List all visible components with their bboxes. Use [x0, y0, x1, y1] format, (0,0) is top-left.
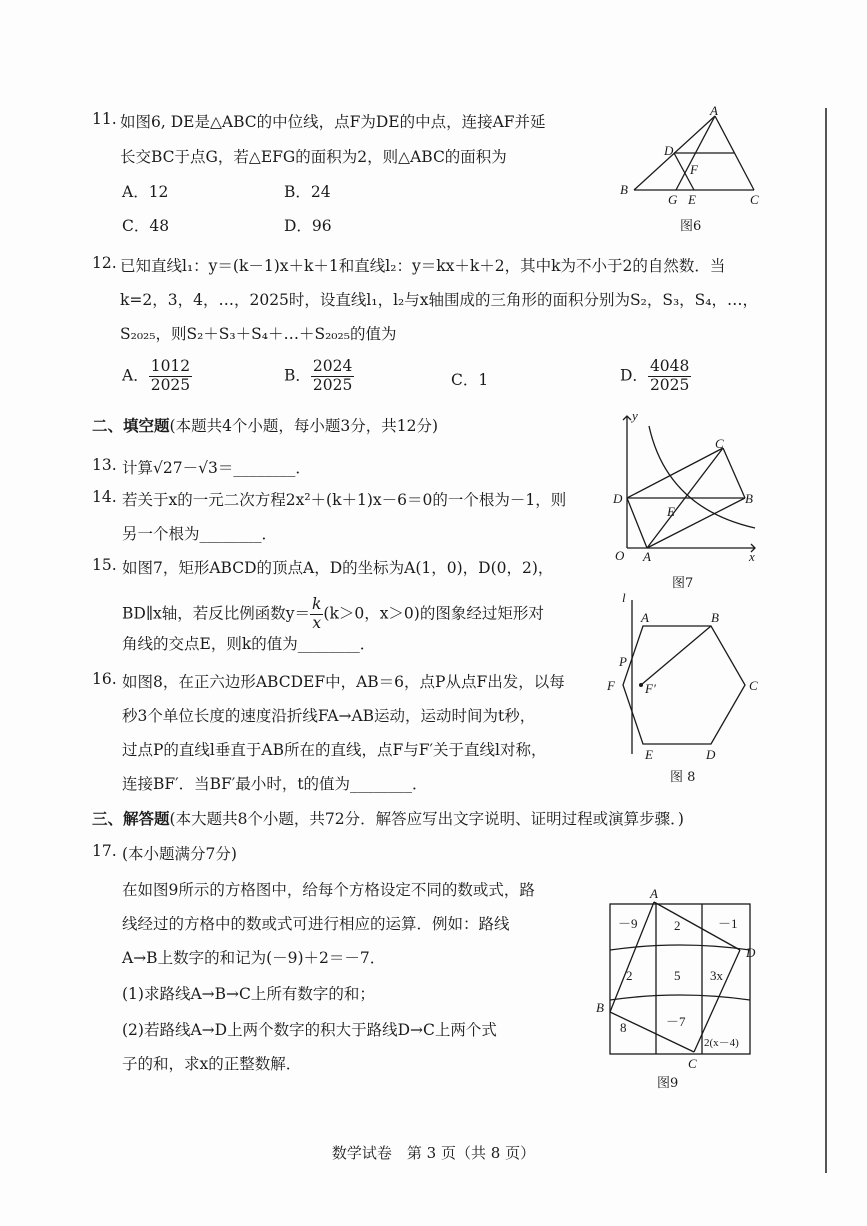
q15-frac-den: x — [312, 613, 322, 632]
fig8-label-a: A — [641, 610, 649, 625]
q12-option-a-num: 1012 — [150, 357, 191, 375]
fig9-cell-4: 2 — [626, 968, 633, 983]
fig8-label-f: F — [607, 678, 615, 693]
fig6-caption: 图6 — [680, 219, 702, 234]
fig6-label-c: C — [750, 192, 759, 207]
fig7-caption: 图7 — [672, 576, 694, 591]
page-right-border — [825, 108, 827, 1173]
fig8-label-e: E — [645, 747, 653, 762]
q12-option-d-den: 2025 — [649, 375, 690, 394]
fig9-label-a: A — [650, 888, 658, 901]
fig8-caption: 图 8 — [670, 770, 696, 785]
fig7-label-o: O — [615, 548, 625, 563]
q15-line2-a: BD∥x轴，若反比例函数y＝ — [122, 604, 310, 623]
q12-option-d — [620, 358, 691, 395]
q11-line2: 长交BC于点G，若△EFG的面积为2，则△ABC的面积为 — [120, 148, 507, 166]
fig7-label-y: y — [632, 408, 638, 423]
section-2-heading — [92, 414, 438, 436]
q12-option-b-den: 2025 — [312, 375, 353, 394]
fig9-label-c: C — [688, 1056, 697, 1071]
q17-line4: (1)求路线A→B→C上所有数字的和； — [122, 985, 375, 1003]
fig6-label-g: G — [668, 192, 678, 207]
q15-line3: 角线的交点E，则k的值为________． — [122, 635, 376, 653]
fig9-cell-5: 5 — [674, 968, 681, 983]
q17-line2: 线经过的方格中的数或式可进行相应的运算．例如：路线 — [122, 915, 510, 933]
fig6-label-b: B — [620, 182, 628, 197]
section-2-desc: (本题共4个小题，每小题3分，共12分) — [169, 417, 439, 435]
fig8-label-b: B — [711, 610, 719, 625]
section-3-title: 三、解答题 — [92, 809, 170, 828]
fig9-cell-2: 2 — [674, 918, 681, 933]
q11-option-a: A．12 — [122, 183, 169, 201]
q11-number: 11. — [92, 110, 117, 128]
q11-line1: 如图6, DE是△ABC的中位线，点F为DE的中点，连接AF并延 — [120, 113, 546, 131]
q12-option-d-num: 4048 — [649, 357, 690, 375]
q14-line2: 另一个根为________． — [122, 525, 278, 543]
fig7-label-x: x — [749, 549, 755, 564]
fig9-label-d: D — [746, 945, 756, 960]
q15-line2 — [122, 596, 544, 633]
fig9-cell-3: －1 — [718, 916, 738, 931]
q17-head: (本小题满分7分) — [122, 845, 237, 863]
section-2-title: 二、填空题 — [92, 416, 170, 435]
q16-line2: 秒3个单位长度的速度沿折线FA→AB运动，运动时间为t秒， — [122, 707, 536, 725]
fig9-label-b: B — [596, 1000, 604, 1015]
fig9-cell-6: 3x — [710, 968, 723, 983]
q12-number: 12. — [92, 254, 117, 272]
q11-option-c: C．48 — [122, 217, 170, 235]
fig7-label-c: C — [715, 436, 724, 451]
q17-line5: (2)若路线A→D上两个数字的积大于路线D→C上两个式 — [122, 1021, 497, 1039]
q16-line1: 如图8，在正六边形ABCDEF中，AB＝6，点P从点F出发，以每 — [122, 673, 565, 691]
fig7-label-b: B — [745, 491, 753, 506]
fig6-label-d: D — [664, 143, 674, 158]
q12-line2: k=2，3，4，…，2025时，设直线l₁，l₂与x轴围成的三角形的面积分别为S₂，S₃，S₄，…， — [120, 291, 758, 309]
q12-option-c-label: C． — [451, 371, 479, 389]
q15-frac-num: k — [311, 595, 322, 613]
q14-line1: 若关于x的一元二次方程2x²＋(k＋1)x－6＝0的一个根为－1，则 — [122, 491, 567, 509]
q12-option-a — [122, 358, 192, 395]
q12-option-a-label: A． — [122, 366, 149, 385]
q16-line4: 连接BF′．当BF′最小时，t的值为________． — [122, 775, 428, 793]
q15-line2-b: (k＞0，x＞0)的图象经过矩形对 — [323, 604, 544, 623]
fig9-cell-7: 8 — [620, 1020, 627, 1035]
fig8-label-f-prime: F′ — [645, 681, 656, 696]
figure-9 — [590, 888, 775, 1083]
fig6-label-a: A — [710, 106, 718, 118]
fig7-label-d: D — [613, 491, 623, 506]
fig7-label-a: A — [643, 549, 651, 564]
fig8-point-f-prime — [639, 683, 643, 687]
q17-line3: A→B上数字的和记为(－9)＋2＝－7． — [122, 949, 386, 967]
fig7-label-e: E — [667, 504, 675, 519]
fig9-cell-1: －9 — [618, 916, 638, 931]
q12-line3: S₂₀₂₅，则S₂＋S₃＋S₄＋…＋S₂₀₂₅的值为 — [120, 325, 397, 343]
q15-number: 15. — [92, 556, 117, 574]
figure-7 — [605, 408, 765, 573]
page-footer: 数学试卷 第 3 页（共 8 页） — [331, 1144, 536, 1162]
q17-line1: 在如图9所示的方格图中，给每个方格设定不同的数或式，路 — [122, 881, 535, 899]
q12-option-c — [451, 368, 488, 390]
q12-option-b — [284, 358, 354, 395]
q17-line6: 子的和，求x的正整数解． — [122, 1055, 302, 1073]
q12-option-b-label: B． — [284, 366, 311, 385]
fig8-label-d: D — [706, 747, 716, 762]
q11-option-b: B．24 — [284, 183, 331, 201]
section-3-heading — [92, 807, 684, 829]
q12-option-c-value: 1 — [478, 371, 489, 389]
q13-number: 13. — [92, 456, 117, 474]
q12-option-b-num: 2024 — [312, 357, 353, 375]
fig6-label-e: E — [688, 192, 696, 207]
q12-option-a-den: 2025 — [150, 375, 191, 394]
q15-line1: 如图7，矩形ABCD的顶点A，D的坐标为A(1，0)，D(0，2)， — [122, 559, 554, 577]
q11-option-d: D．96 — [284, 217, 332, 235]
q16-line3: 过点P的直线l垂直于AB所在的直线，点F与F′关于直线l对称， — [122, 741, 547, 759]
q17-number: 17. — [92, 842, 117, 860]
fig9-cell-8: －7 — [666, 1014, 686, 1029]
fig9-cell-9: 2(x－4) — [704, 1037, 739, 1049]
fig9-caption: 图9 — [657, 1076, 679, 1091]
section-3-desc: (本大题共8个小题，共72分．解答应写出文字说明、证明过程或演算步骤．) — [169, 810, 684, 828]
q12-option-d-label: D． — [620, 366, 648, 385]
fig8-label-p: P — [619, 654, 627, 669]
q13-text: 计算√27－√3＝________． — [122, 459, 311, 477]
fig8-label-l: l — [622, 592, 626, 605]
fig6-label-f: F — [690, 162, 698, 177]
q12-line1: 已知直线l₁：y＝(k－1)x＋k＋1和直线l₂：y＝kx＋k＋2，其中k为不小于2的自然数．当 — [120, 257, 726, 275]
figure-8 — [605, 592, 765, 762]
fig8-label-c: C — [749, 678, 758, 693]
q16-number: 16. — [92, 670, 117, 688]
q14-number: 14. — [92, 488, 117, 506]
